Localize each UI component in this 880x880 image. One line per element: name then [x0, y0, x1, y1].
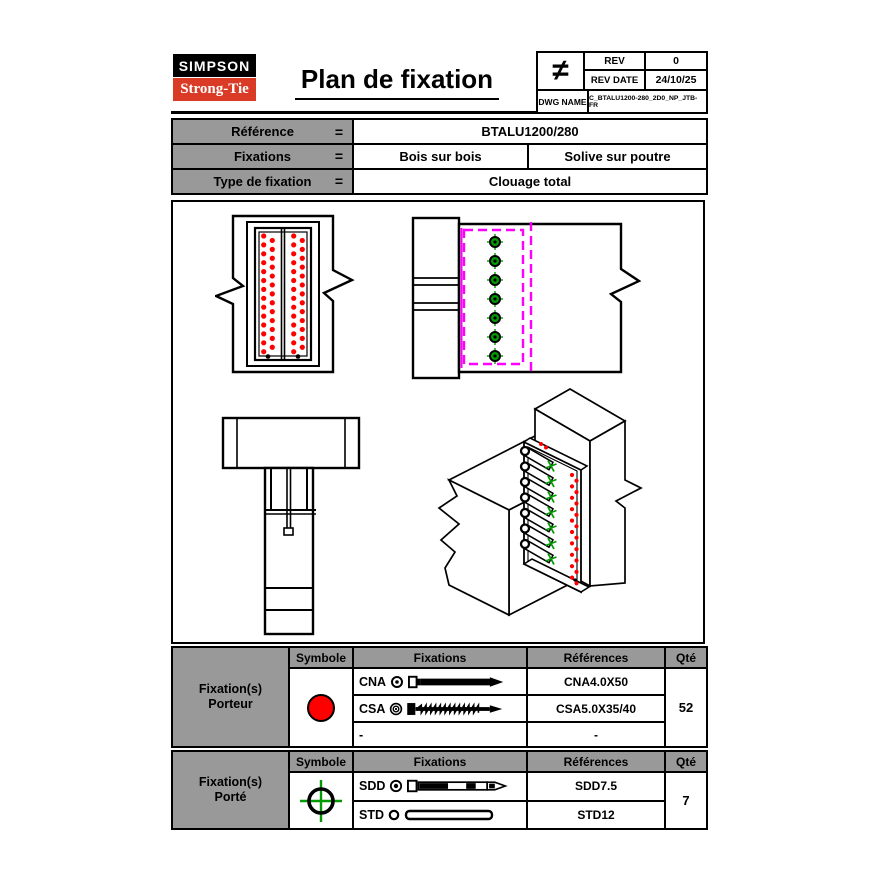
nail-dot	[261, 322, 266, 327]
porteur-table-header	[290, 648, 706, 669]
nail-dot	[300, 309, 305, 314]
post-outline	[413, 218, 459, 378]
nail-head-icon	[390, 675, 404, 689]
nail-dot	[300, 282, 305, 287]
nail-dot	[574, 558, 578, 562]
nail-dot	[261, 278, 266, 283]
nail-dot	[300, 265, 305, 270]
green-crosshair-symbol-icon	[298, 778, 344, 824]
ref-std: STD12	[528, 802, 666, 829]
logo-simpson: SIMPSON	[173, 54, 256, 77]
nail-dot	[261, 287, 266, 292]
dowel-head	[521, 478, 529, 486]
top-view-drawing	[221, 398, 361, 638]
page-title: Plan de fixation	[295, 64, 499, 100]
dowel-center	[493, 316, 496, 319]
nail-dot	[270, 247, 275, 252]
nail-dot	[261, 314, 266, 319]
nail-dot	[570, 564, 574, 568]
nail-dot	[300, 318, 305, 323]
nail-icon	[408, 674, 508, 690]
col-qty: Qté	[666, 648, 706, 667]
nail-dot	[261, 251, 266, 256]
nail-dot	[261, 242, 266, 247]
nail-dot	[300, 238, 305, 243]
ref-csa: CSA5.0X35/40	[528, 696, 666, 723]
fixation-row-dash: -	[354, 723, 528, 746]
dowel-head	[521, 463, 529, 471]
beam-side-face-break	[590, 421, 641, 586]
header	[171, 50, 708, 114]
col-references: Références	[528, 752, 666, 771]
porteur-group-label: Fixation(s) Porteur	[173, 648, 290, 746]
nail-dot	[270, 265, 275, 270]
porteur-symbol-cell	[290, 669, 354, 746]
rev-date-value: 24/10/25	[644, 69, 708, 91]
porte-group-label: Fixation(s) Porté	[173, 752, 290, 828]
nail-dot	[261, 296, 266, 301]
iso-view-drawing	[429, 380, 669, 630]
nail-dot	[574, 501, 578, 505]
type-value: Clouage total	[354, 170, 706, 193]
col-fixations: Fixations	[354, 752, 528, 771]
nail-dot	[539, 442, 543, 446]
nail-dot	[270, 256, 275, 261]
nail-dot	[300, 291, 305, 296]
dowel-head	[521, 494, 529, 502]
nail-dot	[574, 513, 578, 517]
col-fixations: Fixations	[354, 648, 528, 667]
side-view-drawing	[411, 214, 641, 384]
porteur-fixation-table	[171, 646, 708, 748]
nail-dot	[261, 331, 266, 336]
dowel-center	[493, 354, 496, 357]
reference-value: BTALU1200/280	[354, 120, 706, 143]
fixation-row-std: STD	[354, 802, 528, 829]
nail-dot	[291, 287, 296, 292]
fixation-row-sdd: SDD	[354, 773, 528, 802]
nail-dot	[574, 536, 578, 540]
nail-dot	[270, 238, 275, 243]
fixations-value-2: Solive sur poutre	[529, 145, 706, 168]
equals-sign: =	[334, 148, 343, 165]
col-qty: Qté	[666, 752, 706, 771]
nail-dot	[570, 541, 574, 545]
nail-dot	[291, 260, 296, 265]
nail-dot	[570, 484, 574, 488]
dowel-center	[493, 297, 496, 300]
drawing-area	[171, 200, 705, 644]
dowel-head-icon	[389, 779, 403, 793]
nail-dot	[270, 282, 275, 287]
nail-dot	[291, 322, 296, 327]
nail-dot	[270, 318, 275, 323]
nail-dot	[291, 251, 296, 256]
nail-dot	[300, 345, 305, 350]
porte-qty: 7	[682, 793, 690, 808]
nail-dot	[291, 331, 296, 336]
info-row-fixations	[171, 143, 708, 170]
joist-side-outline	[459, 224, 639, 372]
porte-symbol-cell	[290, 773, 354, 828]
nail-dot	[261, 260, 266, 265]
nail-dot	[270, 345, 275, 350]
nail-dot	[291, 340, 296, 345]
red-circle-symbol-icon	[307, 694, 335, 722]
type-label: Type de fixation	[213, 173, 312, 189]
nail-dot	[291, 349, 296, 354]
black-dot	[573, 578, 576, 581]
nail-dot	[261, 269, 266, 274]
nail-dot	[270, 300, 275, 305]
screw-icon	[407, 701, 507, 717]
dowel-head	[521, 509, 529, 517]
nail-dot	[570, 530, 574, 534]
not-equal-icon: ≠	[536, 51, 585, 91]
nail-dot	[300, 336, 305, 341]
front-view-drawing	[215, 210, 365, 390]
tube-head-icon	[388, 809, 400, 821]
nail-dot	[570, 496, 574, 500]
fixation-row-cna: CNA	[354, 669, 528, 696]
nail-dot	[261, 340, 266, 345]
nail-dot	[574, 547, 578, 551]
nail-dot	[574, 479, 578, 483]
nail-dot	[300, 327, 305, 332]
nail-dot	[291, 305, 296, 310]
rev-value: 0	[644, 51, 708, 71]
nail-dot	[291, 314, 296, 319]
nail-dot	[291, 242, 296, 247]
black-dot	[266, 354, 271, 359]
fixation-plan-sheet	[171, 50, 708, 831]
nail-dot	[270, 309, 275, 314]
nail-dot	[300, 256, 305, 261]
dowel-center	[493, 259, 496, 262]
ref-dash: -	[528, 723, 666, 746]
reference-label: Référence	[231, 124, 294, 139]
logo-strongtie: Strong-Tie	[173, 78, 256, 101]
nail-dot	[570, 519, 574, 523]
nail-dot	[270, 327, 275, 332]
col-symbole: Symbole	[290, 752, 354, 771]
nail-dot	[291, 269, 296, 274]
info-row-type	[171, 168, 708, 195]
nail-dot	[300, 273, 305, 278]
nail-dot	[291, 233, 296, 238]
screw-head-icon	[389, 702, 403, 716]
fixations-value-1: Bois sur bois	[354, 145, 529, 168]
rev-date-label: REV DATE	[583, 69, 646, 91]
info-table	[171, 118, 708, 195]
dowel-head	[521, 540, 529, 548]
nail-dot	[270, 291, 275, 296]
dwg-name-value: C_BTALU1200-280_2D0_NP_JTB-FR	[587, 89, 708, 114]
dowel-center	[493, 335, 496, 338]
nail-dot	[261, 349, 266, 354]
strap-foot	[284, 528, 293, 535]
nail-dot	[300, 300, 305, 305]
simpson-strongtie-logo	[173, 54, 256, 101]
nail-dot	[570, 576, 574, 580]
nail-dot	[570, 553, 574, 557]
nail-dot	[574, 570, 578, 574]
equals-sign: =	[334, 123, 343, 140]
porte-fixation-table	[171, 750, 708, 830]
porteur-qty: 52	[678, 700, 694, 715]
nail-dot	[270, 336, 275, 341]
col-references: Références	[528, 648, 666, 667]
nail-dot	[291, 296, 296, 301]
revision-table	[536, 51, 708, 114]
nail-dot	[574, 581, 578, 585]
nail-dot	[291, 278, 296, 283]
fixations-label: Fixations	[233, 148, 292, 164]
info-row-reference	[171, 118, 708, 145]
porte-table-header	[290, 752, 706, 773]
dowel-icon	[407, 778, 512, 794]
dowel-head	[521, 447, 529, 455]
nail-dot	[570, 507, 574, 511]
nail-dot	[544, 446, 548, 450]
ref-cna: CNA4.0X50	[528, 669, 666, 696]
nail-dot	[574, 490, 578, 494]
col-symbole: Symbole	[290, 648, 354, 667]
nail-dot	[570, 473, 574, 477]
dwg-name-label: DWG NAME	[536, 89, 589, 114]
nail-dot	[300, 247, 305, 252]
dowel-center	[493, 240, 496, 243]
tube-icon	[404, 807, 496, 823]
rev-label: REV	[583, 51, 646, 71]
dowel-head	[521, 525, 529, 533]
ref-sdd: SDD7.5	[528, 773, 666, 802]
nail-dot	[261, 305, 266, 310]
nail-dot	[270, 273, 275, 278]
equals-sign: =	[334, 173, 343, 190]
nail-dot	[261, 233, 266, 238]
fixation-row-csa: CSA	[354, 696, 528, 723]
beam-top-outline	[223, 418, 359, 468]
black-dot	[296, 354, 301, 359]
nail-dot	[574, 524, 578, 528]
dowel-center	[493, 278, 496, 281]
